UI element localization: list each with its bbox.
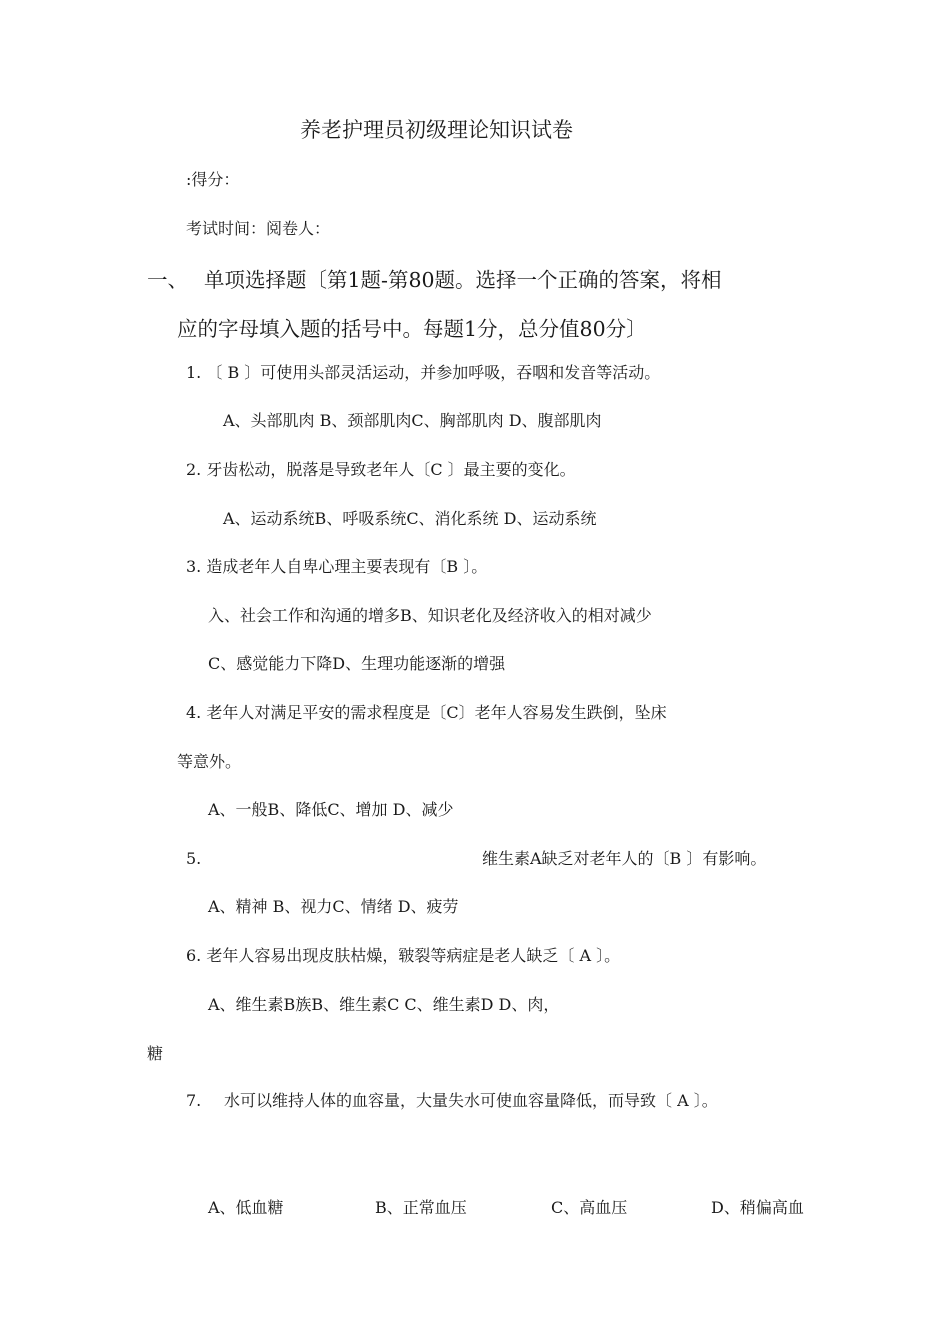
question-3-options-line-1: 入、社会工作和沟通的增多B、知识老化及经济收入的相对减少 (208, 606, 652, 625)
question-7-option-b: B、正常血压 (375, 1198, 467, 1217)
question-7-number: 7. (186, 1091, 202, 1110)
question-3-options-line-2: C、感觉能力下降D、生理功能逐渐的增强 (208, 654, 506, 673)
question-5-stem: 维生素A缺乏对老年人的〔B 〕有影响。 (482, 849, 767, 868)
question-7-stem: 水可以维持人体的血容量，大量失水可使血容量降低，而导致〔 A 〕。 (224, 1091, 718, 1110)
question-6-options-tail: 糖 (147, 1044, 164, 1063)
question-4-stem-line-1: 4. 老年人对满足平安的需求程度是〔C〕老年人容易发生跌倒，坠床 (186, 703, 667, 722)
question-2-stem: 2. 牙齿松动，脱落是导致老年人〔C 〕最主要的变化。 (186, 460, 576, 479)
question-7-option-c: C、高血压 (551, 1198, 628, 1217)
exam-time-line: 考试时间：阅卷人： (186, 219, 331, 238)
question-5-number: 5. (186, 849, 202, 868)
question-4-stem-line-2: 等意外。 (177, 752, 242, 771)
question-7-option-a: A、低血糖 (208, 1198, 284, 1217)
page-title: 养老护理员初级理论知识试卷 (300, 118, 573, 142)
section-heading-line-2: 应的字母填入题的括号中。每题1分，总分值80分〕 (177, 317, 647, 341)
question-7-option-d: D、稍偏高血 (711, 1198, 804, 1217)
question-5-options: A、精神 B、视力C、情绪 D、疲劳 (208, 897, 459, 916)
question-1-options: A、头部肌肉 B、颈部肌肉C、胸部肌肉 D、腹部肌肉 (223, 411, 602, 430)
section-heading-line-1: 单项选择题〔第1题-第80题。选择一个正确的答案，将相 (204, 268, 722, 292)
question-6-stem: 6. 老年人容易出现皮肤枯燥，皲裂等病症是老人缺乏〔 A 〕。 (186, 946, 621, 965)
section-number: 一、 (147, 268, 188, 292)
score-line: :得分： (186, 170, 240, 189)
question-3-stem: 3. 造成老年人自卑心理主要表现有〔B 〕。 (186, 557, 488, 576)
question-6-options: A、维生素B族B、维生素C C、维生素D D、肉， (208, 995, 560, 1014)
question-1-stem: 1. 〔 B 〕可使用头部灵活运动，并参加呼吸，吞咽和发音等活动。 (186, 363, 661, 382)
question-4-options: A、一般B、降低C、增加 D、减少 (208, 800, 454, 819)
question-2-options: A、运动系统B、呼吸系统C、消化系统 D、运动系统 (223, 509, 597, 528)
